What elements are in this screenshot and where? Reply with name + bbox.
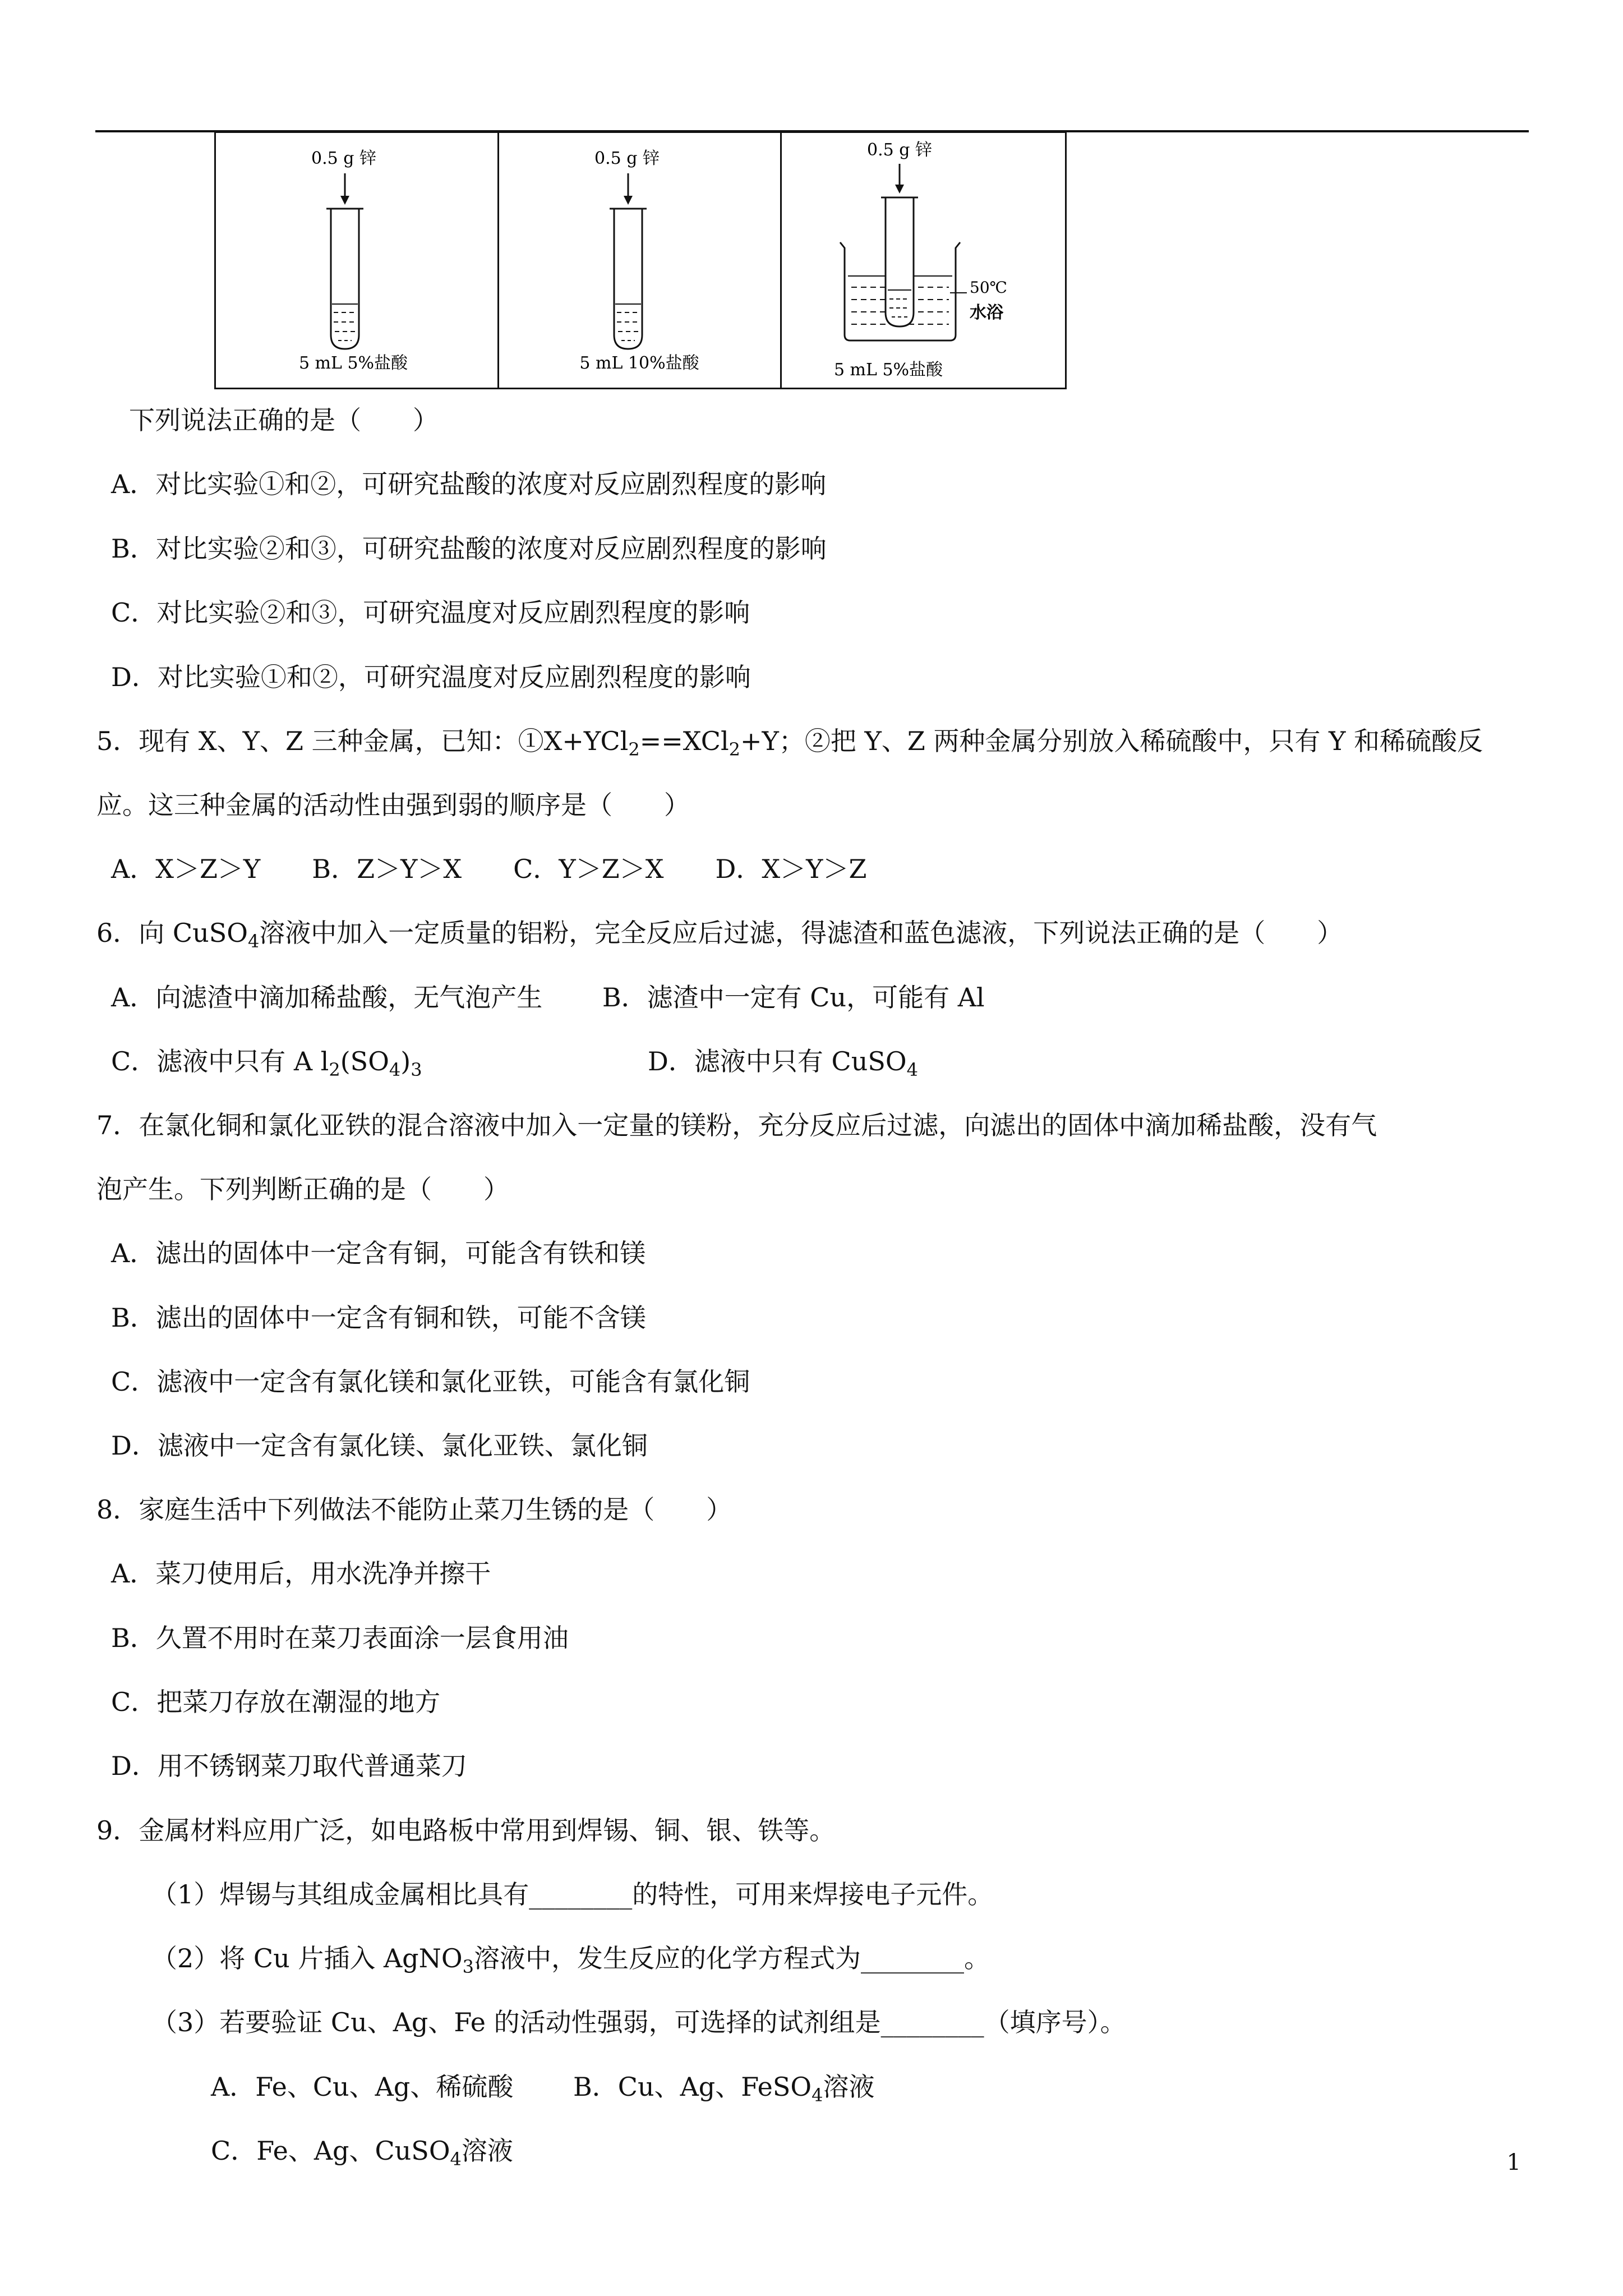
q4-option-b: B．对比实验②和③，可研究盐酸的浓度对反应剧烈程度的影响 [111,533,827,564]
q9-options-ab: A．Fe、Cu、Ag、稀硫酸 B．Cu、Ag、FeSO$_4$溶液 [211,2072,875,2106]
q4-option-d: D．对比实验①和②，可研究温度对反应剧烈程度的影响 [111,662,751,692]
q8-option-c: C．把菜刀存放在潮湿的地方 [111,1687,441,1717]
q7-option-d: D．滤液中一定含有氯化镁、氯化亚铁、氯化铜 [111,1430,648,1461]
water-bath-label: 水浴 [970,303,1004,323]
q4-option-c: C．对比实验②和③，可研究温度对反应剧烈程度的影响 [111,597,750,628]
tube-1-label: 5 mL 5%盐酸 [298,353,408,373]
page-number: 1 [1506,2150,1521,2175]
zinc-label: 0.5 g 锌 [594,149,660,168]
experiment-3 [782,133,1065,388]
q8-option-b: B．久置不用时在菜刀表面涂一层食用油 [111,1623,569,1653]
q7-option-b: B．滤出的固体中一定含有铜和铁，可能不含镁 [111,1303,646,1333]
q4-option-a: A．对比实验①和②，可研究盐酸的浓度对反应剧烈程度的影响 [111,469,827,499]
experiment-1 [216,133,499,388]
tube-2-label: 5 mL 10%盐酸 [579,353,699,373]
q8-stem: 8．家庭生活中下列做法不能防止菜刀生锈的是（ ） [96,1494,732,1525]
water-bath-drawing [782,133,1066,391]
q6-stem: 6．向 CuSO$_4$溶液中加入一定质量的铝粉，完全反应后过滤，得滤渣和蓝色滤液，下列说法正确的是（ ） [96,918,1343,953]
q6-options-ab: A．向滤渣中滴加稀盐酸，无气泡产生 B．滤渣中一定有 Cu，可能有 Al [111,982,985,1013]
q7-option-a: A．滤出的固体中一定含有铜，可能含有铁和镁 [111,1238,646,1268]
experiment-2 [499,133,782,388]
q9-sub-question-1: （1）焊锡与其组成金属相比具有________的特性，可用来焊接电子元件。 [151,1879,994,1910]
q9-sub-question-2: （2）将 Cu 片插入 AgNO$_3$溶液中，发生反应的化学方程式为________。 [151,1943,990,1978]
q4-stem: 下列说法正确的是（ ） [129,405,439,435]
zinc-label: 0.5 g 锌 [867,140,933,160]
q9-stem: 9．金属材料应用广泛，如电路板中常用到焊锡、铜、银、铁等。 [96,1815,836,1846]
q7-stem-line-2: 泡产生。下列判断正确的是（ ） [96,1174,509,1204]
q8-option-a: A．菜刀使用后，用水洗净并擦干 [111,1558,491,1589]
q5-stem-line-1: 5．现有 X、Y、Z 三种金属，已知：①X+YCl$_2$==XCl$_2$+Y；②把 Y、Z 两种金属分别放入稀硫酸中，只有 Y 和稀硫酸反 [96,726,1483,761]
bath-temperature: 50℃ [970,278,1008,297]
q5-options: A．X＞Z＞Y B．Z＞Y＞X C．Y＞Z＞X D．X＞Y＞Z [111,854,867,884]
q6-option-c: C．滤液中只有 A $l_2(SO_4)_3$ [111,1046,422,1081]
experiment-figure [214,131,1067,389]
q7-option-c: C．滤液中一定含有氯化镁和氯化亚铁，可能含有氯化铜 [111,1366,750,1397]
q8-option-d: D．用不锈钢菜刀取代普通菜刀 [111,1751,467,1781]
q6-option-d: D．滤液中只有 CuSO$_4$ [648,1046,918,1081]
q5-stem-line-2: 应。这三种金属的活动性由强到弱的顺序是（ ） [96,790,690,820]
test-tube-2-drawing [499,133,783,391]
q9-option-c: C．Fe、Ag、CuSO$_4$溶液 [211,2136,513,2170]
q7-stem-line-1: 7．在氯化铜和氯化亚铁的混合溶液中加入一定量的镁粉，充分反应后过滤，向滤出的固体中滴加稀盐酸，没有气 [96,1110,1377,1140]
q9-sub-question-3: （3）若要验证 Cu、Ag、Fe 的活动性强弱，可选择的试剂组是________（填序号）。 [151,2007,1126,2037]
tube-3-label: 5 mL 5%盐酸 [834,360,943,380]
zinc-label: 0.5 g 锌 [311,149,376,168]
test-tube-1-drawing [216,133,500,391]
